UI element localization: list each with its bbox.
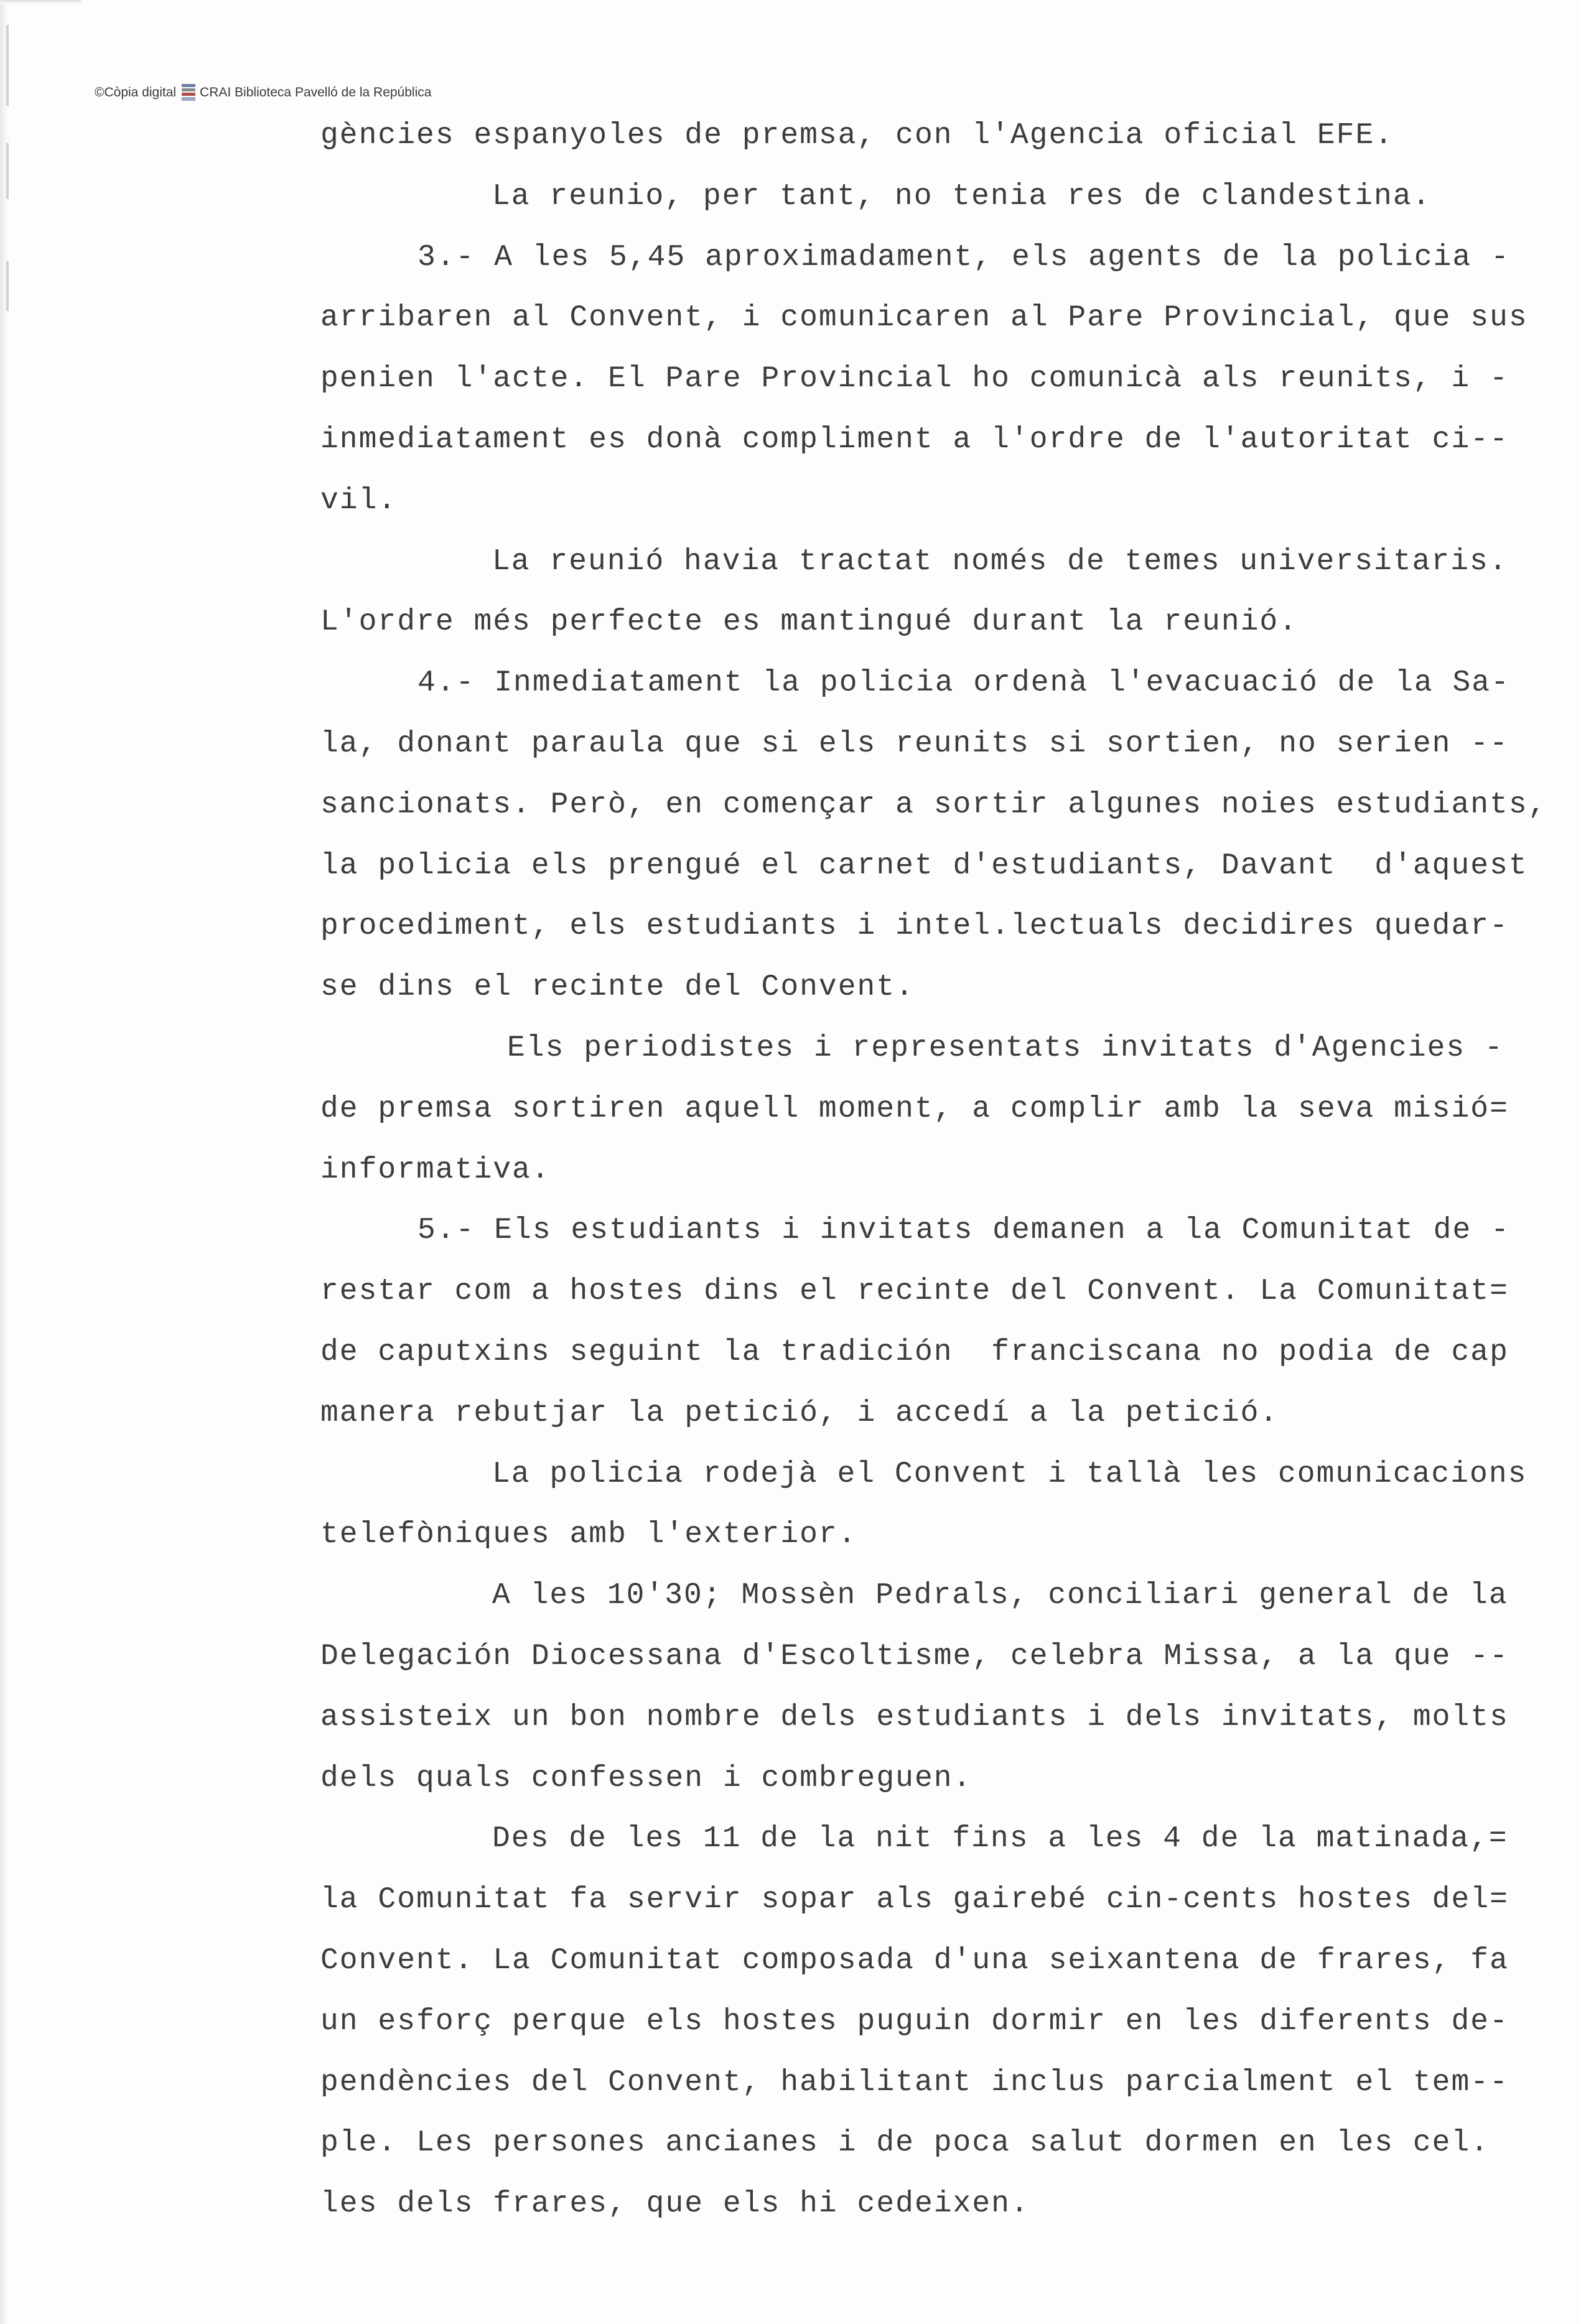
text-line: arribaren al Convent, i comunicaren al Pare Provincial, que sus xyxy=(320,301,1528,335)
text-line: la Comunitat fa servir sopar als gairebé cin-cents hostes del= xyxy=(320,1883,1509,1917)
text-line: la, donant paraula que si els reunits si sortien, no serien -- xyxy=(320,727,1509,761)
text-line: A les 10'30; Mossèn Pedrals, conciliari general de la xyxy=(492,1579,1508,1613)
crai-logo-icon xyxy=(181,83,196,102)
text-line: de caputxins seguint la tradición franciscana no podia de cap xyxy=(320,1335,1509,1369)
text-line: 4.- Inmediatament la policia ordenà l'evacuació de la Sa- xyxy=(417,666,1510,700)
scan-artifact xyxy=(6,261,9,311)
text-line: manera rebutjar la petició, i accedí a la petició. xyxy=(320,1396,1279,1430)
text-line: La reunio, per tant, no tenia res de clandestina. xyxy=(492,179,1432,213)
text-line: se dins el recinte del Convent. xyxy=(320,970,915,1005)
text-line: sancionats. Però, en començar a sortir algunes noies estudiants, xyxy=(320,788,1547,822)
text-line: un esforç perque els hostes puguin dormir en les diferents de- xyxy=(320,2004,1509,2038)
text-line: penien l'acte. El Pare Provincial ho comunicà als reunits, i - xyxy=(320,362,1509,396)
text-line: pendències del Convent, habilitant inclus parcialment el tem-- xyxy=(320,2065,1509,2099)
scan-edge xyxy=(0,0,9,2324)
text-line: Des de les 11 de la nit fins a les 4 de la matinada,= xyxy=(492,1822,1508,1856)
text-line: de premsa sortiren aquell moment, a complir amb la seva misió= xyxy=(320,1092,1509,1126)
text-line: assisteix un bon nombre dels estudiants i dels invitats, molts xyxy=(320,1700,1509,1734)
text-line: La policia rodejà el Convent i tallà les comunicacions xyxy=(492,1457,1527,1491)
text-line: informativa. xyxy=(320,1153,551,1187)
text-line: Convent. La Comunitat composada d'una seixantena de frares, fa xyxy=(320,1943,1509,1978)
text-line: les dels frares, que els hi cedeixen. xyxy=(320,2187,1030,2221)
text-line: 5.- Els estudiants i invitats demanen a la Comunitat de - xyxy=(417,1214,1510,1248)
text-line: La reunió havia tractat només de temes universitaris. xyxy=(492,544,1508,579)
text-line: 3.- A les 5,45 aproximadament, els agents de la policia - xyxy=(417,240,1510,274)
digitization-watermark xyxy=(95,81,431,105)
watermark-copyright-text: ©Còpia digital xyxy=(95,85,177,100)
text-line: telefòniques amb l'exterior. xyxy=(320,1518,857,1552)
text-line: dels quals confessen i combreguen. xyxy=(320,1761,972,1795)
text-line: Els periodistes i representats invitats d'Agencies - xyxy=(507,1031,1504,1065)
text-line: L'ordre més perfecte es mantingué durant la reunió. xyxy=(320,605,1299,639)
text-line: Delegación Diocessana d'Escoltisme, celebra Missa, a la que -- xyxy=(320,1639,1509,1673)
text-line: gències espanyoles de premsa, con l'Agencia oficial EFE. xyxy=(320,119,1394,152)
text-line: ple. Les persones ancianes i de poca salut dormen en les cel. xyxy=(320,2126,1490,2160)
watermark-library-text: CRAI Biblioteca Pavelló de la República xyxy=(200,85,432,100)
scan-artifact xyxy=(6,143,9,199)
typewritten-text xyxy=(320,106,1552,2235)
text-line: inmediatament es donà compliment a l'ordre de l'autoritat ci-- xyxy=(320,422,1509,457)
scan-top-artifact xyxy=(0,0,81,4)
text-line: restar com a hostes dins el recinte del Convent. La Comunitat= xyxy=(320,1275,1509,1309)
text-line: la policia els prengué el carnet d'estudiants, Davant d'aquest xyxy=(320,848,1528,883)
scan-artifact xyxy=(6,25,9,106)
text-line: procediment, els estudiants i intel.lectuals decidires quedar- xyxy=(320,909,1509,944)
text-line: vil. xyxy=(320,483,398,518)
